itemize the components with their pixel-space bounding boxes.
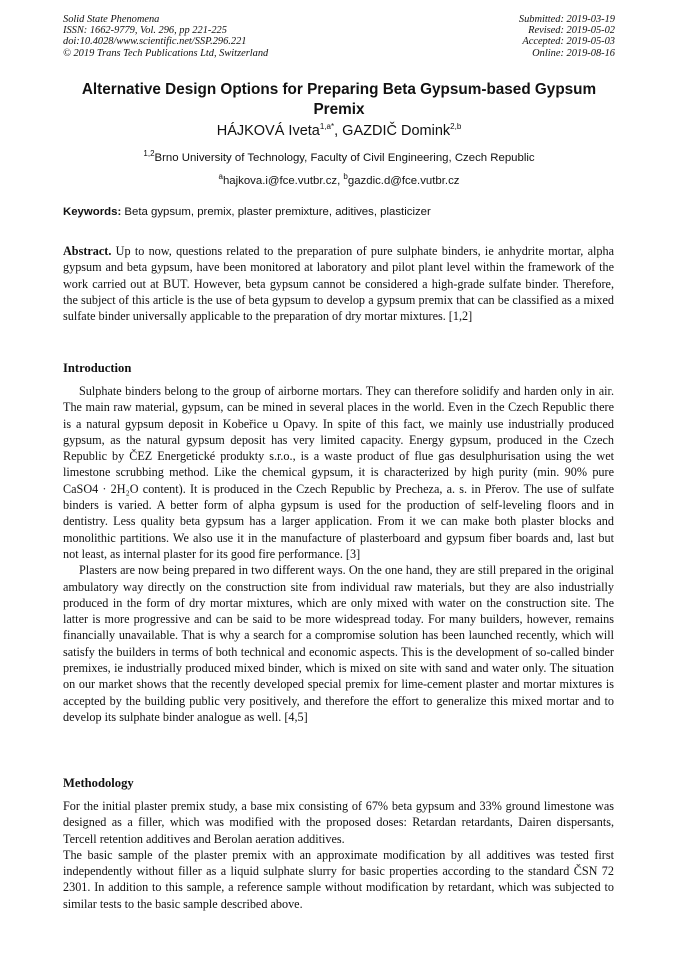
author-2-sup: 2,b [450,122,462,131]
affiliation-sup: 1,2 [143,149,155,158]
abstract-label: Abstract. [63,244,112,258]
journal-header [63,14,615,66]
author-1-sup: 1,a* [319,122,335,131]
keywords-label: Keywords: [63,206,122,218]
publication-dates [519,14,615,59]
journal-copyright: © 2019 Trans Tech Publications Ltd, Switzerland [63,47,269,59]
email-b[interactable]: gazdic.d@fce.vutbr.cz [347,174,460,187]
abstract-paragraph [63,243,614,324]
methodology-paragraph-1: For the initial plaster premix study, a base mix consisting of 67% beta gypsum and 33% ground limestone was designed as a filler, which was modified with the proposed doses: Retardan retardants, Dairen dispersants, Tercell retention additives and Berolan aeration additives. [63,799,614,846]
methodology-paragraph-2: The basic sample of the plaster premix with an approximate modification by all additives was tested first independently without filler as a liquid sulphate slurry for basic properties according to the standard ČSN 72 2301. In addition to this sample, a reference sample without modification by retardant, which was subjected to similar tests to the basic sample described above. [63,847,614,911]
paper-title: Alternative Design Options for Preparing Beta Gypsum-based Gypsum Premix [81,81,597,118]
methodology-body [63,798,614,912]
affiliation [0,149,678,164]
introduction-paragraph-1: Sulphate binders belong to the group of airborne mortars. They can therefore solidify and harden only in air. The main raw material, gypsum, can be mined in several places in the world. Even in the Czech Republic there is a natural gypsum deposit in Kobeřice u Opavy. In spite of this fact, we mainly use industrially produced gypsum, as the natural gypsum deposit has very limited capacity. Energy gypsum, produced in the Czech Republic by ČEZ Energetické produkty s.r.o., is a waste product of flue gas desulphurisation using the wet limestone scrubbing method. Like the chemical gypsum, it is characterized by high purity (min. 90% pure CaSO4 · 2H₂O content). It is produced in the Czech Republic by Precheza, a. s. in Přerov. The use of sulfate binders is varied. A better form of alpha gypsum is used for the production of self-leveling floors and in dentistry. Less quality beta gypsum has a larger application. From it we can make both plaster blocks and monolithic partitions. We also use it in the manufacture of plasterboard and gypsum fiber boards and, last but not least, as internal plaster for its good fire performance. [3] [63,384,614,561]
date-submitted: Submitted: 2019-03-19 [518,14,615,25]
date-accepted: Accepted: 2019-05-03 [522,36,615,48]
introduction-heading: Introduction [63,361,132,375]
keywords-text: Beta gypsum, premix, plaster premixture, aditives, plasticizer [121,206,431,218]
journal-info [63,14,268,59]
abstract [63,243,614,324]
methodology-heading: Methodology [63,776,134,790]
email-a-sup: a [218,172,223,181]
abstract-text: Up to now, questions related to the preparation of pure sulphate binders, ie anhydrite mortar, alpha gypsum and beta gypsum, have been monitored at laboratory and pilot plant level within the framework of the work carried out at BUT. However, beta gypsum cannot be considered a high-grade sulfate binder. Therefore, the subject of this article is the use of beta gypsum to develop a gypsum premix that can be classified as a mixed sulfate binder universally applicable to the preparation of dry mortar mixtures. [1,2] [63,244,614,324]
date-online: Online: 2019-08-16 [532,47,615,59]
introduction-paragraph-2: Plasters are now being prepared in two different ways. On the one hand, they are still prepared in the original ambulatory way directly on the construction site from individual raw materials, but they are also industrially produced in the form of dry mortar mixtures, which are only mixed with water on the construction site. The latter is more progressive and can be said to be more widespread today. For many builders, however, remains financially unavailable. That is why a search for a compromise solution has been launched recently, which will satisfy the builders in terms of both technical and economic aspects. This is the development of so-called binder premixes, ie industrially produced mixed binder, which is mixed on site with sand and water only. The situation on our market shows that the recently developed special premix for lime-cement plaster and mortar mixtures is accepted by the building public very positively, and therefore the effort to generalize this mixed mortar and to develop its sulphate binder analogue as well. [4,5] [63,563,614,724]
author-emails [0,172,678,187]
email-a[interactable]: hajkova.i@fce.vutbr.cz, [222,174,344,187]
email-b-sup: b [343,172,348,181]
author-2-name: GAZDIČ Domink [342,122,451,139]
introduction-body [63,383,614,725]
affiliation-text: Brno University of Technology, Faculty of Civil Engineering, Czech Republic [154,151,535,164]
keywords [63,206,615,218]
author-1-name: HÁJKOVÁ Iveta [216,122,320,139]
date-revised: Revised: 2019-05-02 [528,25,615,37]
author-separator: , [334,122,343,139]
journal-issn: ISSN: 1662-9779, Vol. 296, pp 221-225 [63,25,227,37]
author-list [0,122,678,139]
journal-name: Solid State Phenomena [63,14,160,25]
journal-doi: doi:10.4028/www.scientific.net/SSP.296.221 [63,36,247,48]
